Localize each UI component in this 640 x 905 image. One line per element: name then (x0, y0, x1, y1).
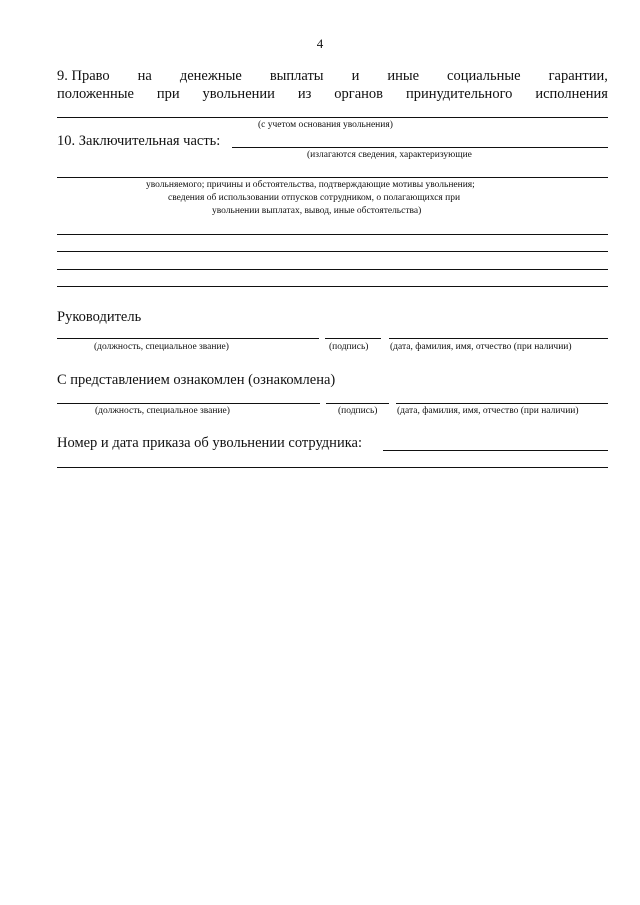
section9-word: положенные (57, 86, 134, 102)
section9-word: исполнения (535, 86, 608, 102)
head-name-caption: (дата, фамилия, имя, отчество (при наличии) (390, 342, 572, 352)
section10-fill-line-3[interactable] (57, 234, 608, 235)
section10-fill-line-5[interactable] (57, 269, 608, 270)
head-signature-line[interactable] (325, 338, 381, 339)
section10-caption-1: (излагаются сведения, характеризующие (307, 150, 472, 160)
section9-word: принудительного (405, 86, 513, 102)
acquainted-name-line[interactable] (396, 403, 608, 404)
section10-fill-line-1[interactable] (232, 147, 608, 148)
section9-word: органов (334, 86, 384, 102)
section9-caption: (с учетом основания увольнения) (258, 120, 393, 130)
section10-label: 10. Заключительная часть: (57, 133, 221, 149)
section9-word: гарантии, (548, 68, 608, 84)
acquainted-title: С представлением ознакомлен (ознакомлена) (57, 372, 336, 388)
order-fill-line-2[interactable] (57, 467, 608, 468)
section9-fill-line[interactable] (57, 117, 608, 118)
section9-word: выплаты (269, 68, 324, 84)
head-position-line[interactable] (57, 338, 319, 339)
head-name-line[interactable] (389, 338, 608, 339)
head-title: Руководитель (57, 309, 142, 325)
acquainted-signature-caption: (подпись) (338, 406, 378, 416)
acquainted-signature-line[interactable] (326, 403, 389, 404)
section9-word: денежные (179, 68, 242, 84)
section9-word: увольнении (202, 86, 275, 102)
head-position-caption: (должность, специальное звание) (94, 342, 229, 352)
section10-fill-line-4[interactable] (57, 251, 608, 252)
section9-line1 (57, 68, 608, 85)
section9-word: социальные (447, 68, 521, 84)
order-fill-line-1[interactable] (383, 450, 608, 451)
section10-fill-line-2[interactable] (57, 177, 608, 178)
section10-fill-line-6[interactable] (57, 286, 608, 287)
section10-caption-4: увольнении выплатах, вывод, иные обстоятельства) (212, 206, 422, 216)
order-label: Номер и дата приказа об увольнении сотрудника: (57, 435, 362, 451)
page-number: 4 (316, 36, 324, 51)
section10-caption-2: увольняемого; причины и обстоятельства, подтверждающие мотивы увольнения; (146, 180, 475, 190)
section9-word: иные (387, 68, 420, 84)
section9-word: и (351, 68, 360, 84)
section9-word: на (137, 68, 152, 84)
acquainted-name-caption: (дата, фамилия, имя, отчество (при наличии) (397, 406, 579, 416)
section10-caption-3: сведения об использовании отпусков сотрудником, о полагающихся при (168, 193, 461, 203)
acquainted-position-caption: (должность, специальное звание) (95, 406, 230, 416)
acquainted-position-line[interactable] (57, 403, 320, 404)
section9-word: 9. Право (57, 68, 110, 84)
head-signature-caption: (подпись) (329, 342, 369, 352)
section9-word: из (297, 86, 312, 102)
section9-line2 (57, 86, 608, 103)
section9-word: при (156, 86, 180, 102)
